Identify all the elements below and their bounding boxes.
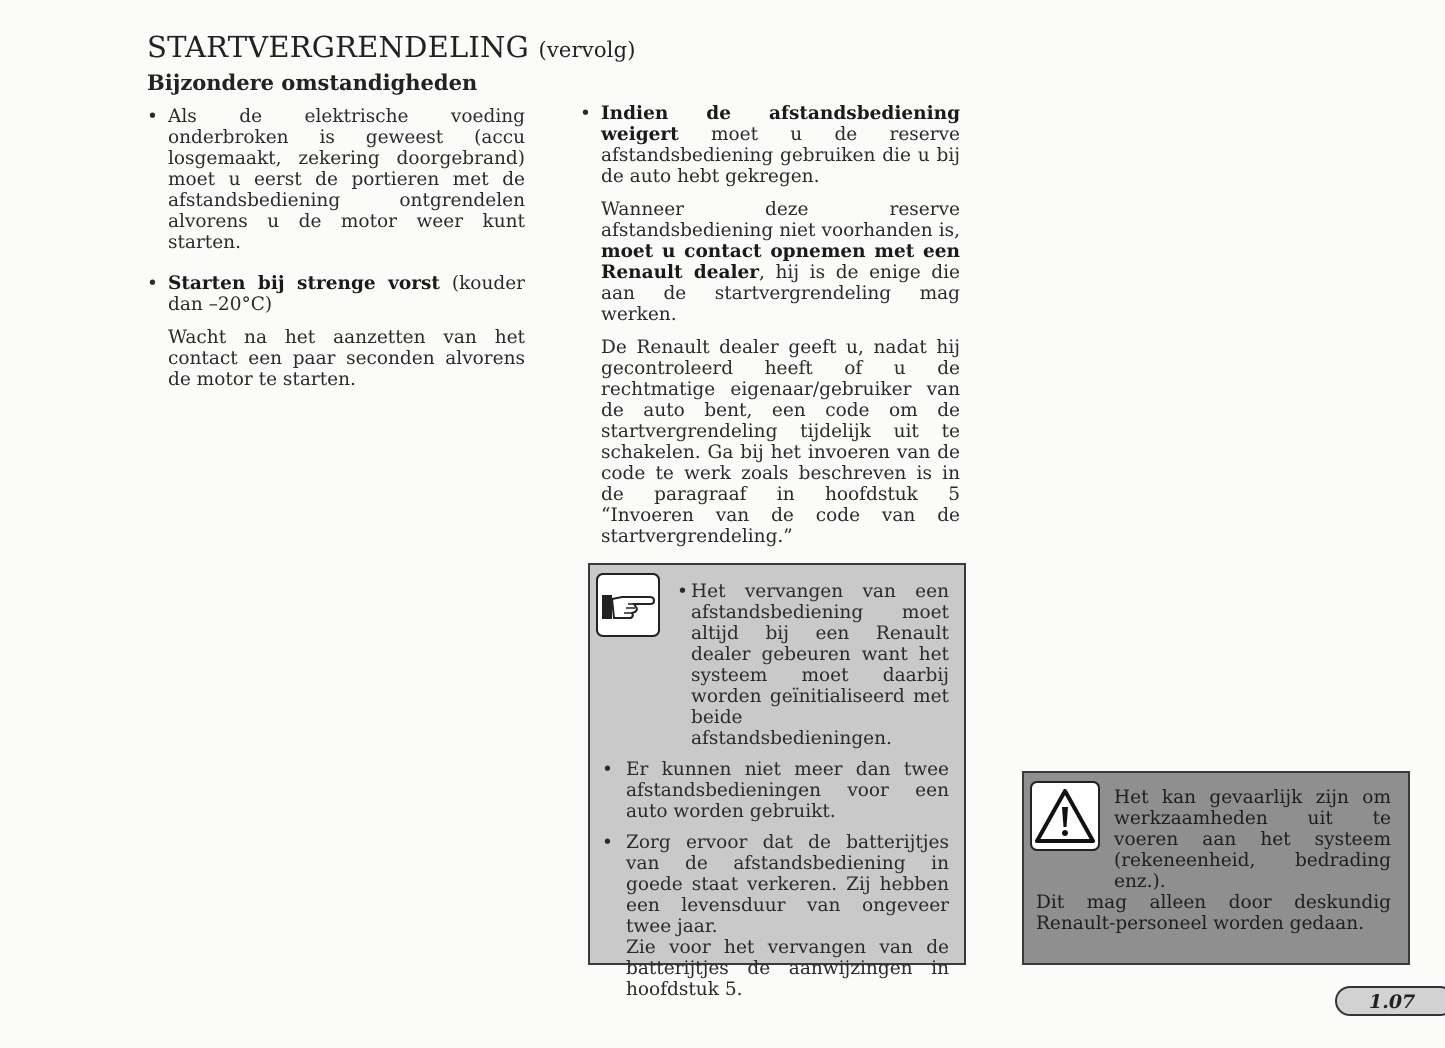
warning-text xyxy=(1036,787,1391,934)
bullet: • xyxy=(580,103,591,124)
text: , hij is de enige die aan de startvergrendeling mag werken. xyxy=(601,262,960,325)
bullet: • xyxy=(147,106,158,127)
text: Wanneer deze reserve afstandsbediening niet voorhanden is, xyxy=(601,199,960,241)
warning-box xyxy=(1022,771,1410,965)
paragraph: Zie voor het vervangen van de batterijtjes de aanwijzingen in hoofdstuk 5. xyxy=(626,937,949,1000)
bullet: • xyxy=(677,581,688,602)
paragraph: Als de elektrische voeding onderbroken is geweest (accu losgemaakt, zekering doorgebrand) moet u eerst de portieren met de afstandsbediening ontgrendelen alvorens u de motor weer kunt starten. xyxy=(168,106,525,253)
bold-text: Indien de afstandsbediening weigert xyxy=(601,103,960,145)
text: (kouder dan –20°C) xyxy=(168,273,525,315)
list-item xyxy=(147,273,525,390)
list-item xyxy=(147,106,525,253)
bullet: • xyxy=(147,273,158,294)
title-main: STARTVERGRENDELING xyxy=(147,30,530,64)
text: moet u de reserve afstandsbediening gebruiken die u bij de auto hebt gekregen. xyxy=(601,124,960,187)
list-item xyxy=(614,581,949,749)
paragraph: Zorg ervoor dat de batterijtjes van de afstandsbediening in goede staat verkeren. Zij hebben een levensduur van ongeveer twee jaar. xyxy=(626,832,949,937)
section-subtitle: Bijzondere omstandigheden xyxy=(147,70,478,95)
page-number: 1.07 xyxy=(1335,986,1445,1016)
paragraph xyxy=(168,273,525,315)
bullet: • xyxy=(602,759,613,780)
bold-text: moet u contact opnemen met een Renault dealer xyxy=(601,241,960,283)
note-box xyxy=(588,563,966,1000)
note-text xyxy=(602,581,949,1010)
paragraph: Het vervangen van een afstandsbediening moet altijd bij een Renault dealer gebeuren want het systeem moet daarbij worden geïnitialiseerd met beide afstandsbedieningen. xyxy=(691,581,949,749)
page-title xyxy=(147,30,636,64)
paragraph: Er kunnen niet meer dan twee afstandsbedieningen voor een auto worden gebruikt. xyxy=(626,759,949,822)
paragraph xyxy=(580,199,960,325)
bullet: • xyxy=(602,832,613,853)
left-column xyxy=(147,106,525,402)
list-item xyxy=(580,103,960,187)
bold-text: Starten bij strenge vorst xyxy=(168,273,440,294)
list-item xyxy=(602,759,949,822)
paragraph: Het kan gevaarlijk zijn om werkzaamheden uit te voeren aan het systeem (rekeneenheid, bedrading enz.). xyxy=(1114,787,1391,892)
list-item xyxy=(602,832,949,1000)
paragraph: De Renault dealer geeft u, nadat hij gecontroleerd heeft of u de rechtmatige eigenaar/gebruiker van de auto bent, een code om de startvergrendeling tijdelijk uit te schakelen. Ga bij het invoeren van de code te werk zoals beschreven is in de paragraaf in hoofdstuk 5 “Invoeren van de code van de startvergrendeling.” xyxy=(601,337,960,547)
paragraph xyxy=(601,103,960,187)
paragraph: Wacht na het aanzetten van het contact een paar seconden alvorens de motor te starten. xyxy=(168,327,525,390)
title-suffix: (vervolg) xyxy=(538,38,636,62)
right-column xyxy=(580,103,960,559)
paragraph: Dit mag alleen door deskundig Renault-personeel worden gedaan. xyxy=(1036,892,1391,934)
